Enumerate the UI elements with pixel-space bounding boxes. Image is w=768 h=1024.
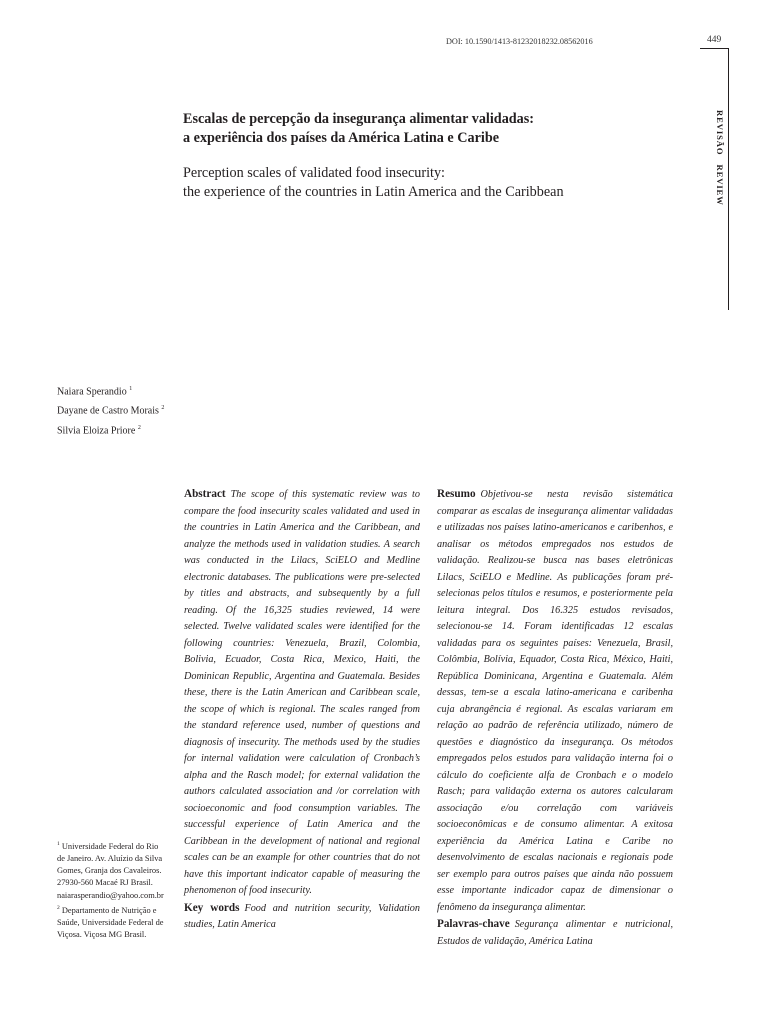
- section-label-en: REVIEW: [715, 164, 725, 206]
- title-en-line2: the experience of the countries in Latin America and the Caribbean: [183, 183, 564, 200]
- author: Dayane de Castro Morais $^2$: [57, 405, 165, 417]
- affiliations: [57, 838, 167, 941]
- keywords-portuguese: [437, 916, 673, 950]
- resumo-heading: Resumo: [437, 488, 476, 500]
- section-label: [715, 110, 725, 206]
- title-pt-line2: a experiência dos países da América Latina e Caribe: [183, 129, 500, 146]
- title-english: [183, 164, 703, 201]
- palavras-chave-text: Segurança alimentar e nutricional, Estudos de validação, América Latina: [437, 919, 673, 947]
- keywords-heading: Key words: [184, 901, 240, 914]
- palavras-chave-heading: Palavras-chave: [437, 918, 510, 930]
- affiliation: $^1$ Universidade Federal do Rio de Janeiro. Av. Aluízio da Silva Gomes, Granja dos Cavaleiros. 27930-560 Macaé RJ Brasil. naiarasperandio@yahoo.com.br: [57, 841, 164, 900]
- affiliation: $^2$ Departamento de Nutrição e Saúde, Universidade Federal de Viçosa. Viçosa MG Brasil.: [57, 904, 164, 940]
- header-rule: [700, 48, 729, 49]
- doi: DOI: 10.1590/1413-81232018232.08562016: [446, 37, 593, 46]
- abstract-heading: Abstract: [184, 488, 226, 500]
- author: Naiara Sperandio $^1$: [57, 386, 133, 398]
- title-portuguese: [183, 110, 683, 147]
- resumo-text: Objetivou-se nesta revisão sistemática comparar as escalas de insegurança alimentar validadas e utilizadas nos países latino-americanos e caribenhos, e analisar os métodos empregados nos estudos de validação. Realizou-se busca nas bases eletrônicas Lilacs, SciELO e Medline. As publicações foram pré-selecionas pelos títulos e resumos, e posteriormente pela leitura integral. Dos 16.325 estudos revisados, selecionou-se 14. Foram identificadas 12 escalas validadas para os seguintes países: Venezuela, Brasil, Colômbia, Bolívia, Equador, Costa Rica, México, Haiti, República Dominicana, Argentina e Guatemala. Além dessas, tem-se a escala latino-americana e caribenha cuja abrangência é regional. As escalas variaram em relação ao padrão de referência utilizado, número de questões e diagnóstico da insegurança. Os métodos empregados pelos estudos para validação interna foi o cálculo do coeficiente alfa de Cronbach e o modelo Rasch; para validação externa os autores calcularam associação e/ou correlação com variáveis socioeconômicas e de consumo alimentar. A exitosa experiência da América Latina e Caribe no desenvolvimento de escalas nacionais e regionais pode ser exemplo para outros países que ainda não possuem esse importante indicador capaz de dimensionar o fenômeno da insegurança alimentar.: [437, 489, 673, 913]
- title-pt-line1: Escalas de percepção da insegurança alimentar validadas:: [183, 111, 535, 127]
- title-en-line1: Perception scales of validated food insecurity:: [183, 165, 445, 181]
- section-label-pt: REVISÃO: [715, 110, 725, 156]
- side-rule: [728, 48, 729, 310]
- abstract-english: [184, 486, 420, 934]
- keywords-english: [184, 900, 420, 934]
- author: Silvia Eloiza Priore $^2$: [57, 424, 141, 436]
- abstract-portuguese: [437, 486, 673, 950]
- author-list: [57, 381, 164, 439]
- keywords-text: Food and nutrition security, Validation studies, Latin America: [184, 902, 420, 930]
- abstract-text: The scope of this systematic review was to compare the food insecurity scales validated and used in the countries in Latin America and the Caribbean, and analyze the methods used in validation studies. A search was conducted in the Lilacs, SciELO and Medline electronic databases. The publications were pre-selected by titles and abstracts, and subsequently by a full reading. Of the 16,325 studies reviewed, 14 were selected. Twelve validated scales were identified for the following countries: Venezuela, Brazil, Colombia, Bolivia, Ecuador, Costa Rica, Mexico, Haiti, the Dominican Republic, Argentina and Guatemala. Besides these, there is the Latin American and Caribbean scale, the scope of which is regional. The scales ranged from the standard reference used, number of questions and diagnosis of insecurity. The methods used by the studies for internal validation were calculation of Cronbach’s alpha and the Rasch model; for external validation the authors calculated association and /or correlation with socioeconomic and food consumption variables. The successful experience of Latin America and the Caribbean in the development of national and regional scales can be an example for other countries that do not have this important indicator capable of measuring the phenomenon of food insecurity.: [184, 489, 420, 896]
- page-number: 449: [707, 35, 722, 45]
